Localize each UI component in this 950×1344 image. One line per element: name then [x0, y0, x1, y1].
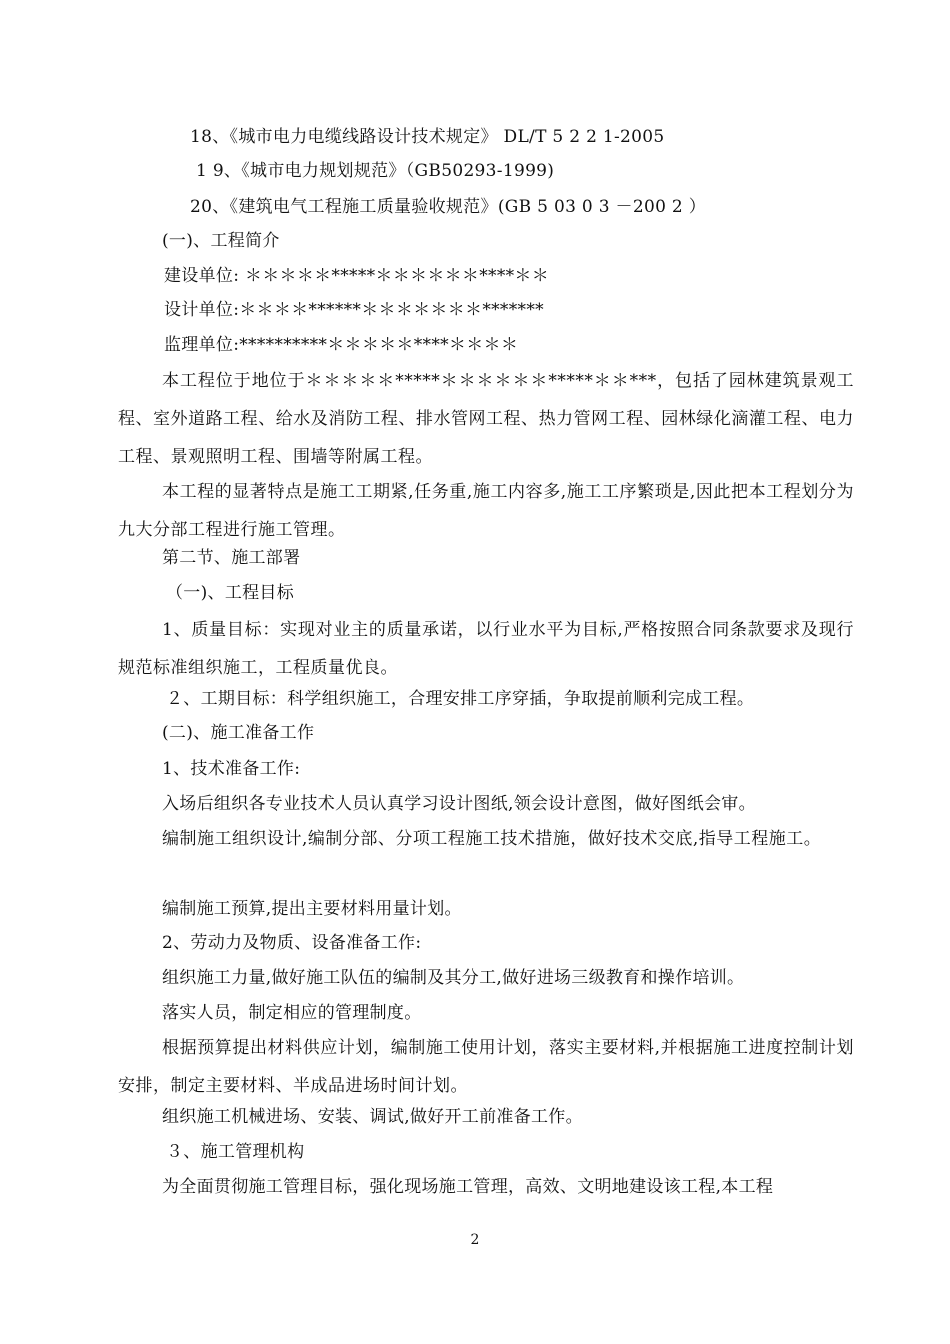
- page-number: 2: [470, 1232, 480, 1248]
- reference-18: 18、《城市电力电缆线路设计技术规定》 DL/T 5 2 2 1-2005: [190, 127, 665, 147]
- heading-section-two: 第二节、施工部署: [162, 548, 301, 568]
- management-intro: 为全面贯彻施工管理目标，强化现场施工管理，高效、文明地建设该工程,本工程: [162, 1177, 774, 1197]
- reference-20: 20、《建筑电气工程施工质量验收规范》(GB 5 03 0 3 －200 2 ）: [190, 197, 707, 217]
- paragraph-material-plan: 根据预算提出材料供应计划，编制施工使用计划，落实主要材料,并根据施工进度控制计划安排，制定主要材料、半成品进场时间计划。: [118, 1038, 854, 1096]
- drawing-review: 入场后组织各专业技术人员认真学习设计图纸,领会设计意图，做好图纸会审。: [162, 794, 756, 814]
- paragraph-project-location: 本工程位于地位于＊＊＊＊＊*****＊＊＊＊＊＊*****＊＊***，包括了园林建筑景观工程、室外道路工程、给水及消防工程、排水管网工程、热力管网工程、园林绿化滴灌工程、电力工程、景观照明工程、围墙等附属工程。: [118, 371, 854, 467]
- design-unit: 设计单位:＊＊＊＊******＊＊＊＊＊＊＊*******: [164, 300, 544, 320]
- reference-19: 1 9、《城市电力规划规范》（GB50293-1999): [196, 161, 555, 181]
- heading-preparation: (二)、施工准备工作: [162, 723, 315, 743]
- machinery-preparation: 组织施工机械进场、安装、调试,做好开工前准备工作。: [162, 1107, 583, 1127]
- labor-preparation: 2、劳动力及物质、设备准备工作:: [162, 933, 422, 953]
- heading-management-structure: ３、施工管理机构: [166, 1142, 305, 1162]
- heading-project-intro: (一)、工程简介: [162, 231, 280, 251]
- team-organization: 组织施工力量,做好施工队伍的编制及其分工,做好进场三级教育和操作培训。: [162, 968, 745, 988]
- paragraph-project-features: 本工程的显著特点是施工工期紧,任务重,施工内容多,施工工序繁琐是,因此把本工程划分为九大分部工程进行施工管理。: [118, 482, 854, 540]
- schedule-goal: ２、工期目标：科学组织施工，合理安排工序穿插，争取提前顺利完成工程。: [166, 689, 755, 709]
- budget-plan: 编制施工预算,提出主要材料用量计划。: [162, 899, 462, 919]
- construction-unit: 建设单位: ＊＊＊＊＊*****＊＊＊＊＊＊****＊＊: [164, 266, 550, 286]
- heading-project-goals: （一)、工程目标: [166, 583, 295, 603]
- paragraph-quality-goal: 1、质量目标：实现对业主的质量承诺，以行业水平为目标,严格按照合同条款要求及现行规范标准组织施工，工程质量优良。: [118, 620, 854, 678]
- management-rules: 落实人员，制定相应的管理制度。: [162, 1003, 422, 1023]
- paragraph-organization-design: 编制施工组织设计,编制分部、分项工程施工技术措施，做好技术交底,指导工程施工。: [162, 829, 822, 849]
- technical-preparation: 1、技术准备工作:: [162, 759, 301, 779]
- supervision-unit: 监理单位:**********＊＊＊＊＊****＊＊＊＊: [164, 335, 519, 355]
